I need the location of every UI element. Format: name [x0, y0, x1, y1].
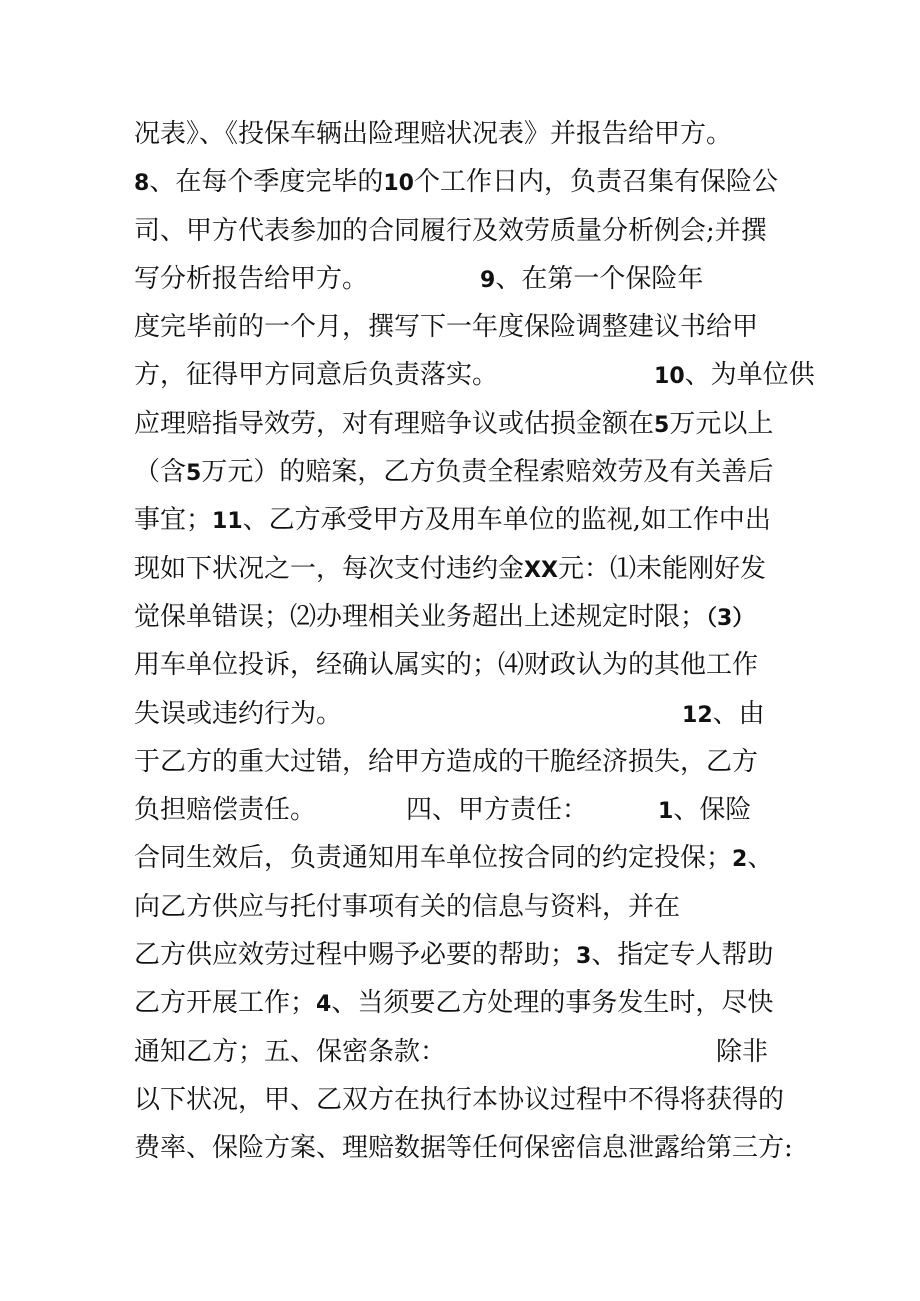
text-run: 负担赔偿责任。	[134, 795, 317, 826]
text-line	[134, 207, 794, 255]
clause-number: 11	[212, 509, 243, 535]
text-run: 、由	[712, 698, 765, 729]
text-line	[134, 979, 794, 1027]
text-run: 、当须要乙方处理的事务发生时，尽快	[331, 988, 774, 1019]
text-run: 写分析报告给甲方。	[134, 263, 369, 294]
text-run: 度完毕前的一个月，撰写下一年度保险调整建议书给甲	[134, 312, 759, 343]
inline-number: 5	[186, 461, 202, 487]
text-line	[134, 496, 794, 544]
text-run: 合同生效后，负责通知用车单位按合同的约定投保；	[134, 843, 733, 874]
text-run: 、保险	[673, 795, 752, 826]
text-run: 、为单位供	[684, 360, 815, 391]
clause-number: 3	[576, 944, 592, 970]
text-line	[134, 593, 794, 641]
inline-number: 10	[383, 171, 414, 197]
text-line	[134, 255, 794, 303]
text-line	[134, 690, 794, 738]
inline-number: 5	[654, 412, 670, 438]
text-run: 、在每个季度完毕的	[149, 167, 384, 198]
text-line	[134, 303, 794, 351]
text-run: 司、甲方代表参加的合同履行及效劳质量分析例会;并撰	[134, 215, 767, 246]
text-run: 个工作日内，负责召集有保险公	[413, 167, 778, 198]
clause-number: 2	[732, 847, 748, 873]
document-body	[134, 110, 815, 1173]
text-run: 况表》、《投保车辆出险理赔状况表》并报告给甲方。	[134, 119, 733, 149]
text-line	[134, 448, 794, 496]
text-line	[134, 400, 794, 448]
text-run: 万元以上	[669, 408, 774, 439]
text-run: 、乙方承受甲方及用车单位的监视,如工作中出	[242, 505, 771, 536]
text-line	[134, 1076, 794, 1124]
text-line	[134, 641, 794, 689]
text-run: 方，征得甲方同意后负责落实。	[134, 360, 499, 391]
text-run: 事宜；	[134, 505, 213, 536]
text-run: 觉保单错误；⑵办理相关业务超出上述规定时限；	[134, 601, 707, 632]
text-run: 、指定专人帮助	[591, 940, 774, 971]
text-run: 以下状况，甲、乙双方在执行本协议过程中不得将获得的	[134, 1084, 785, 1115]
text-line	[134, 786, 794, 834]
text-line	[134, 834, 794, 882]
text-run: 失误或违约行为。	[134, 698, 343, 729]
text-line	[134, 158, 794, 206]
text-line	[134, 545, 794, 593]
text-line	[134, 1028, 794, 1076]
text-run: 于乙方的重大过错，给甲方造成的干脆经济损失，乙方	[134, 746, 759, 777]
text-run: 费率、保险方案、理赔数据等任何保密信息泄露给第三方:	[134, 1133, 793, 1164]
text-run: 乙方开展工作；	[134, 988, 317, 1019]
text-run: （含	[134, 457, 187, 488]
clause-number: 12	[682, 702, 713, 728]
text-line	[134, 931, 794, 979]
text-run: 应理赔指导效劳，对有理赔争议或估损金额在	[134, 408, 655, 439]
clause-number: 4	[316, 992, 332, 1018]
clause-number: 8	[134, 171, 150, 197]
text-run: 元：⑴未能刚好发	[557, 553, 766, 584]
text-line	[134, 883, 794, 931]
inline-amount: XX	[524, 557, 558, 583]
text-run: 用车单位投诉，经确认属实的；⑷财政认为的其他工作	[134, 650, 759, 681]
text-line	[134, 738, 794, 786]
text-run: 通知乙方；五、保密条款：	[134, 1036, 447, 1067]
text-line	[134, 351, 815, 399]
clause-number: 10	[654, 364, 685, 390]
text-line	[134, 1124, 794, 1172]
text-run: 、在第一个保险年	[495, 263, 704, 294]
text-run: 现如下状况之一，每次支付违约金	[134, 553, 525, 584]
clause-number: 9	[480, 267, 496, 293]
text-run: 除非	[716, 1036, 769, 1067]
text-run: 向乙方供应与托付事项有关的信息与资料，并在	[134, 891, 681, 922]
text-run: 乙方供应效劳过程中赐予必要的帮助；	[134, 940, 577, 971]
list-marker: （3）	[706, 605, 755, 631]
text-run: 万元）的赔案，乙方负责全程索赔效劳及有关善后	[201, 457, 774, 488]
text-line	[134, 110, 794, 158]
section-heading: 四、甲方责任：	[406, 795, 589, 826]
clause-number: 1	[658, 799, 674, 825]
text-run: 、	[747, 843, 774, 874]
